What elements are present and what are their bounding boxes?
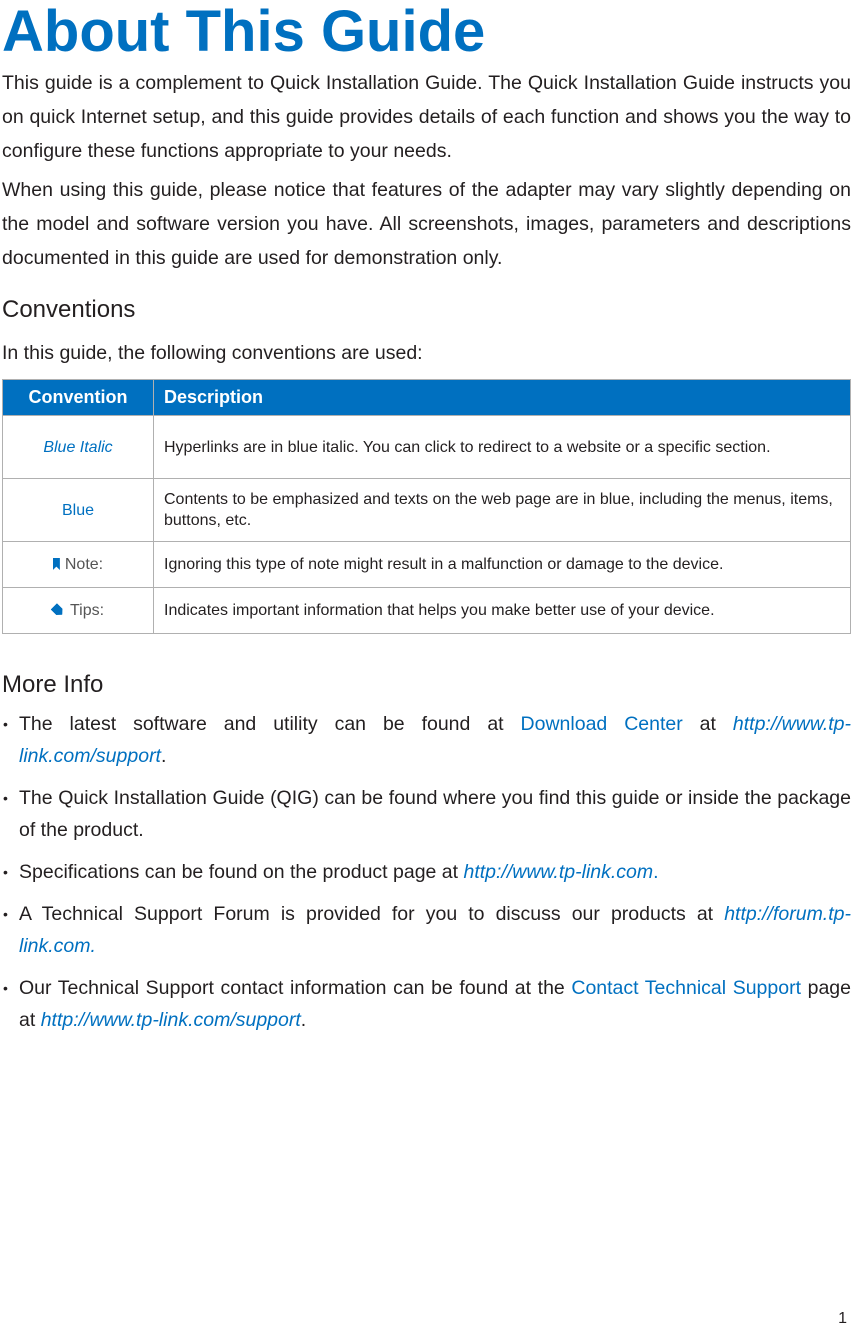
more-info-heading: More Info — [2, 671, 104, 698]
intro-paragraph-2: When using this guide, please notice that features of the adapter may vary slightly depending on the model and software version you have. All screenshots, images, parameters and descriptions documented in this guide are used for demonstration only. — [2, 179, 851, 269]
item-text: Our Technical Support contact information can be found at the — [19, 977, 572, 999]
list-item — [2, 898, 851, 962]
table-row — [3, 542, 851, 588]
list-item — [2, 782, 851, 846]
convention-blue-italic: Blue Italic — [3, 416, 154, 479]
item-text: Specifications can be found on the product page at — [19, 861, 464, 883]
item-text: page at — [19, 977, 851, 1031]
item-text: . — [653, 861, 659, 883]
support-link[interactable]: http://www.tp-link.com/support — [19, 713, 852, 767]
list-item — [2, 972, 851, 1036]
table-row — [3, 588, 851, 634]
table-header-row — [3, 380, 851, 416]
tag-icon — [51, 603, 66, 618]
header-convention: Convention — [3, 380, 154, 416]
table-row — [3, 416, 851, 479]
intro-paragraph-1: This guide is a complement to Quick Installation Guide. The Quick Installation Guide instructs you on quick Internet setup, and this guide provides details of each function and shows you the way to configure these functions appropriate to your needs. — [2, 72, 851, 162]
item-text: The Quick Installation Guide (QIG) can be found where you find this guide or inside the package of the product. — [19, 787, 851, 841]
description-cell: Ignoring this type of note might result in a malfunction or damage to the device. — [154, 542, 851, 588]
item-text: at — [682, 713, 733, 735]
product-page-link[interactable]: http://www.tp-link.com — [463, 861, 654, 883]
item-text: . — [90, 935, 96, 957]
page-title: About This Guide — [2, 0, 486, 64]
description-cell: Indicates important information that helps you make better use of your device. — [154, 588, 851, 634]
forum-link[interactable]: http://forum.tp-link.com — [19, 903, 851, 957]
page-number: 1 — [838, 1310, 847, 1327]
support-link[interactable]: http://www.tp-link.com/support — [40, 1009, 301, 1031]
bullet-icon: • — [3, 864, 8, 880]
description-cell: Hyperlinks are in blue italic. You can click to redirect to a website or a specific section. — [154, 416, 851, 479]
tips-label: Tips: — [69, 602, 105, 619]
item-text: . — [300, 1009, 307, 1031]
note-label: Note: — [64, 556, 104, 573]
bullet-icon: • — [3, 716, 8, 732]
conventions-table — [2, 379, 851, 634]
table-row — [3, 479, 851, 542]
item-text: A Technical Support Forum is provided for you to discuss our products at — [19, 903, 725, 925]
header-description: Description — [154, 380, 851, 416]
item-text: . — [160, 745, 167, 767]
conventions-heading: Conventions — [2, 296, 136, 323]
conventions-intro: In this guide, the following conventions are used: — [2, 342, 423, 364]
item-text: The latest software and utility can be found at — [19, 713, 521, 735]
bookmark-icon — [53, 558, 60, 570]
more-info-list — [2, 708, 851, 1036]
description-cell: Contents to be emphasized and texts on the web page are in blue, including the menus, items, buttons, etc. — [154, 479, 851, 542]
convention-blue: Blue — [3, 479, 154, 542]
contact-support-label: Contact Technical Support — [571, 977, 801, 999]
convention-tips — [3, 588, 154, 634]
list-item — [2, 856, 851, 888]
download-center-label: Download Center — [520, 713, 683, 735]
bullet-icon: • — [3, 980, 8, 996]
convention-note — [3, 542, 154, 588]
bullet-icon: • — [3, 906, 8, 922]
bullet-icon: • — [3, 790, 8, 806]
list-item — [2, 708, 851, 772]
